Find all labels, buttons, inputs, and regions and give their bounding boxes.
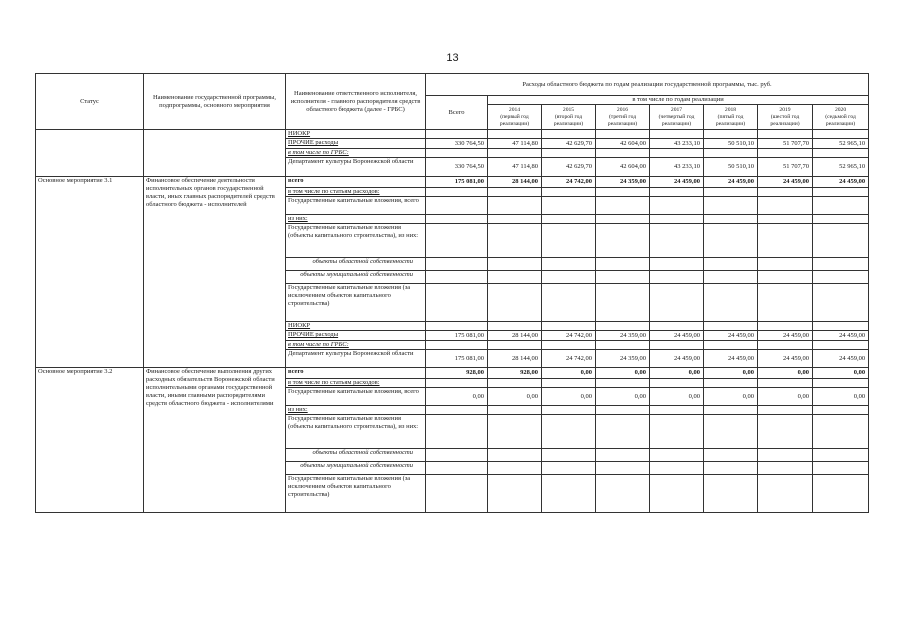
value-2020 xyxy=(813,462,869,475)
value-total xyxy=(426,449,488,462)
value-2018: 24 459,00 xyxy=(704,350,758,368)
value-2020: 52 965,10 xyxy=(813,158,869,177)
value-2018: 50 510,10 xyxy=(704,139,758,149)
value-2019: 24 459,00 xyxy=(758,350,813,368)
value-2020: 52 965,10 xyxy=(813,139,869,149)
table-row xyxy=(36,130,869,139)
row-label: объекты областной собственности xyxy=(286,449,426,462)
section-status: Основное мероприятие 3.1 xyxy=(36,177,144,368)
value-2020 xyxy=(813,224,869,258)
value-total xyxy=(426,415,488,449)
row-label: объекты муниципальной собственности xyxy=(286,271,426,284)
value-2019 xyxy=(758,197,813,215)
value-2015: 24 742,00 xyxy=(542,177,596,188)
value-2015 xyxy=(542,149,596,158)
value-2015 xyxy=(542,224,596,258)
value-2019 xyxy=(758,284,813,322)
value-2020 xyxy=(813,379,869,388)
value-2019: 0,00 xyxy=(758,368,813,379)
value-total: 928,00 xyxy=(426,368,488,379)
value-2017 xyxy=(650,449,704,462)
value-2017: 43 233,10 xyxy=(650,158,704,177)
row-label: ПРОЧИЕ расходы xyxy=(286,331,426,341)
value-2019 xyxy=(758,130,813,139)
header-year-2017 xyxy=(650,105,704,130)
value-2017 xyxy=(650,271,704,284)
value-2019 xyxy=(758,224,813,258)
value-2019: 51 707,70 xyxy=(758,139,813,149)
value-2016 xyxy=(596,284,650,322)
value-2018 xyxy=(704,449,758,462)
value-2014 xyxy=(488,149,542,158)
value-2016 xyxy=(596,258,650,271)
budget-table xyxy=(35,73,869,513)
value-2014 xyxy=(488,322,542,331)
value-2015 xyxy=(542,379,596,388)
value-2017 xyxy=(650,224,704,258)
value-2014 xyxy=(488,215,542,224)
value-2018 xyxy=(704,258,758,271)
value-2016 xyxy=(596,271,650,284)
value-2015 xyxy=(542,475,596,513)
header-year-2020 xyxy=(813,105,869,130)
year-label: 2018 xyxy=(724,106,737,113)
row-label: в том числе по статьям расходов: xyxy=(286,188,426,197)
row-label: НИОКР xyxy=(286,322,426,331)
row-label: всего xyxy=(286,177,426,188)
value-2018 xyxy=(704,406,758,415)
value-2017 xyxy=(650,462,704,475)
year-note: (шестой год реализации) xyxy=(770,113,800,127)
value-total: 175 081,00 xyxy=(426,331,488,341)
value-2018 xyxy=(704,341,758,350)
section-name: Финансовое обеспечение выполнения других расходных обязательств Воронежской области исполнительными органами государственной власти, иными главными распорядителями средств областного бюджета - исполнителями xyxy=(144,368,286,513)
value-2016: 24 359,00 xyxy=(596,350,650,368)
value-2020 xyxy=(813,449,869,462)
value-total: 330 764,50 xyxy=(426,158,488,177)
value-2016 xyxy=(596,379,650,388)
value-2016: 0,00 xyxy=(596,388,650,406)
value-2014: 928,00 xyxy=(488,368,542,379)
value-2018 xyxy=(704,462,758,475)
value-2017: 24 459,00 xyxy=(650,350,704,368)
value-2014 xyxy=(488,475,542,513)
value-2017 xyxy=(650,322,704,331)
year-label: 2019 xyxy=(779,106,791,113)
value-2016 xyxy=(596,197,650,215)
value-2019 xyxy=(758,215,813,224)
value-total: 330 764,50 xyxy=(426,139,488,149)
value-total: 175 081,00 xyxy=(426,350,488,368)
value-2019 xyxy=(758,258,813,271)
header-year-2016 xyxy=(596,105,650,130)
value-2018 xyxy=(704,379,758,388)
value-2019 xyxy=(758,341,813,350)
value-2018 xyxy=(704,284,758,322)
row-label: Государственные капитальные вложения, всего xyxy=(286,197,426,215)
header-expenses-title: Расходы областного бюджета по годам реализации государственной программы, тыс. руб. xyxy=(426,74,869,96)
value-2020 xyxy=(813,322,869,331)
value-2019 xyxy=(758,322,813,331)
header-year-2014 xyxy=(488,105,542,130)
row-label: из них: xyxy=(286,406,426,415)
name-cell-empty xyxy=(144,130,286,177)
value-2018 xyxy=(704,149,758,158)
value-2017: 0,00 xyxy=(650,388,704,406)
value-2020: 24 459,00 xyxy=(813,177,869,188)
value-2019 xyxy=(758,406,813,415)
value-2015: 0,00 xyxy=(542,388,596,406)
value-2016 xyxy=(596,449,650,462)
value-2014 xyxy=(488,224,542,258)
year-label: 2015 xyxy=(562,106,575,113)
value-2018 xyxy=(704,475,758,513)
value-2018 xyxy=(704,271,758,284)
value-2018 xyxy=(704,188,758,197)
value-2018: 0,00 xyxy=(704,368,758,379)
value-2017 xyxy=(650,341,704,350)
value-2015 xyxy=(542,271,596,284)
value-2018: 50 510,10 xyxy=(704,158,758,177)
value-2020 xyxy=(813,215,869,224)
value-2015 xyxy=(542,322,596,331)
value-total: 175 081,00 xyxy=(426,177,488,188)
value-2020 xyxy=(813,406,869,415)
value-2018: 24 459,00 xyxy=(704,331,758,341)
table-row xyxy=(36,177,869,188)
year-note: (пятый год реализации) xyxy=(715,113,746,127)
value-2014: 28 144,00 xyxy=(488,177,542,188)
value-2014: 47 114,80 xyxy=(488,158,542,177)
row-label: всего xyxy=(286,368,426,379)
row-label: объекты областной собственности xyxy=(286,258,426,271)
value-2020 xyxy=(813,130,869,139)
value-2015 xyxy=(542,284,596,322)
header-year-2018 xyxy=(704,105,758,130)
value-2016 xyxy=(596,415,650,449)
row-label: Департамент культуры Воронежской области xyxy=(286,158,426,177)
header-program-name: Наименование государственной программы, подпрограммы, основного мероприятия xyxy=(144,74,286,130)
value-2019 xyxy=(758,462,813,475)
year-note: (второй год реализации) xyxy=(553,113,584,127)
value-2019: 0,00 xyxy=(758,388,813,406)
year-note: (третий год реализации) xyxy=(607,113,638,127)
value-2020 xyxy=(813,284,869,322)
value-2017 xyxy=(650,379,704,388)
row-label: ПРОЧИЕ расходы xyxy=(286,139,426,149)
header-including: в том числе по годам реализации xyxy=(488,96,869,105)
value-total xyxy=(426,284,488,322)
value-2019 xyxy=(758,149,813,158)
section-status: Основное мероприятие 3.2 xyxy=(36,368,144,513)
value-2018: 24 459,00 xyxy=(704,177,758,188)
value-2014 xyxy=(488,341,542,350)
value-2019: 24 459,00 xyxy=(758,331,813,341)
value-total xyxy=(426,322,488,331)
value-2014 xyxy=(488,415,542,449)
value-2016 xyxy=(596,475,650,513)
value-2014 xyxy=(488,449,542,462)
page-number: 13 xyxy=(446,52,459,64)
value-2016 xyxy=(596,462,650,475)
value-total xyxy=(426,215,488,224)
header-year-2019 xyxy=(758,105,813,130)
value-total xyxy=(426,149,488,158)
value-2019: 24 459,00 xyxy=(758,177,813,188)
value-2016 xyxy=(596,322,650,331)
value-2014: 28 144,00 xyxy=(488,350,542,368)
value-2020: 24 459,00 xyxy=(813,350,869,368)
value-2019 xyxy=(758,415,813,449)
value-2014 xyxy=(488,258,542,271)
value-2014 xyxy=(488,130,542,139)
value-2017 xyxy=(650,130,704,139)
value-2016 xyxy=(596,215,650,224)
value-2017 xyxy=(650,284,704,322)
value-2014 xyxy=(488,406,542,415)
value-total xyxy=(426,130,488,139)
value-2014 xyxy=(488,188,542,197)
row-label: Государственные капитальные вложения, всего xyxy=(286,388,426,406)
year-note: (четвертый год реализации) xyxy=(658,113,695,127)
value-2018 xyxy=(704,197,758,215)
year-label: 2020 xyxy=(834,106,847,113)
value-2015 xyxy=(542,341,596,350)
value-2018 xyxy=(704,215,758,224)
value-2016: 0,00 xyxy=(596,368,650,379)
value-2020 xyxy=(813,188,869,197)
value-2020 xyxy=(813,341,869,350)
value-2018 xyxy=(704,322,758,331)
header-total: Всего xyxy=(426,96,488,130)
value-2015: 42 629,70 xyxy=(542,158,596,177)
value-2017: 0,00 xyxy=(650,368,704,379)
value-2016: 24 359,00 xyxy=(596,177,650,188)
value-2014 xyxy=(488,284,542,322)
header-status: Статус xyxy=(36,74,144,130)
value-2014: 47 114,80 xyxy=(488,139,542,149)
value-2015 xyxy=(542,197,596,215)
value-2017: 24 459,00 xyxy=(650,177,704,188)
value-2014: 28 144,00 xyxy=(488,331,542,341)
value-total xyxy=(426,341,488,350)
row-label: в том числе по ГРБС: xyxy=(286,149,426,158)
value-2016: 24 359,00 xyxy=(596,331,650,341)
value-2017 xyxy=(650,188,704,197)
value-total xyxy=(426,258,488,271)
value-total xyxy=(426,197,488,215)
value-2018 xyxy=(704,224,758,258)
value-2015: 24 742,00 xyxy=(542,350,596,368)
row-label: НИОКР xyxy=(286,130,426,139)
value-2018: 0,00 xyxy=(704,388,758,406)
table-row xyxy=(36,368,869,379)
value-2020 xyxy=(813,475,869,513)
value-2020: 24 459,00 xyxy=(813,331,869,341)
year-note: (первый год реализации) xyxy=(499,113,530,127)
value-2018 xyxy=(704,415,758,449)
row-label: из них: xyxy=(286,215,426,224)
value-2019 xyxy=(758,449,813,462)
value-2015 xyxy=(542,130,596,139)
value-total xyxy=(426,188,488,197)
value-2016: 42 604,00 xyxy=(596,158,650,177)
row-label: Департамент культуры Воронежской области xyxy=(286,350,426,368)
value-2019: 51 707,70 xyxy=(758,158,813,177)
row-label: в том числе по ГРБС: xyxy=(286,341,426,350)
value-2016 xyxy=(596,149,650,158)
year-note: (седьмой год реализации) xyxy=(825,113,856,127)
section-name: Финансовое обеспечение деятельности исполнительных органов государственной власти, иных главных распорядителей средств областного бюджета - исполнителей xyxy=(144,177,286,368)
value-2019 xyxy=(758,188,813,197)
value-2014 xyxy=(488,197,542,215)
status-cell-empty xyxy=(36,130,144,177)
value-2017: 43 233,10 xyxy=(650,139,704,149)
value-2017 xyxy=(650,415,704,449)
value-2020: 0,00 xyxy=(813,368,869,379)
value-2019 xyxy=(758,379,813,388)
value-total xyxy=(426,271,488,284)
value-2020 xyxy=(813,149,869,158)
value-2016 xyxy=(596,341,650,350)
value-2014: 0,00 xyxy=(488,388,542,406)
value-2016 xyxy=(596,188,650,197)
value-2017 xyxy=(650,197,704,215)
value-2019 xyxy=(758,475,813,513)
row-label: Государственные капитальные вложения (за исключением объектов капитального строительства) xyxy=(286,284,426,322)
value-2016 xyxy=(596,406,650,415)
value-total xyxy=(426,475,488,513)
row-label: Государственные капитальные вложения (за исключением объектов капитального строительства) xyxy=(286,475,426,513)
value-2014 xyxy=(488,271,542,284)
value-2020 xyxy=(813,271,869,284)
value-2015 xyxy=(542,188,596,197)
value-2017 xyxy=(650,215,704,224)
value-2014 xyxy=(488,462,542,475)
value-2015 xyxy=(542,449,596,462)
year-label: 2016 xyxy=(616,106,629,113)
value-total xyxy=(426,406,488,415)
value-2017 xyxy=(650,149,704,158)
value-2015: 0,00 xyxy=(542,368,596,379)
value-2019 xyxy=(758,271,813,284)
value-2015: 42 629,70 xyxy=(542,139,596,149)
value-total: 0,00 xyxy=(426,388,488,406)
value-total xyxy=(426,462,488,475)
value-2020 xyxy=(813,415,869,449)
value-2015 xyxy=(542,415,596,449)
value-2020: 0,00 xyxy=(813,388,869,406)
header-executor: Наименование ответственного исполнителя, исполнителя - главного распорядителя средств областного бюджета (далее - ГРБС) xyxy=(286,74,426,130)
value-total xyxy=(426,224,488,258)
value-2017 xyxy=(650,258,704,271)
value-2016 xyxy=(596,224,650,258)
value-total xyxy=(426,379,488,388)
value-2020 xyxy=(813,197,869,215)
value-2015 xyxy=(542,215,596,224)
row-label: объекты муниципальной собственности xyxy=(286,462,426,475)
value-2014 xyxy=(488,379,542,388)
year-label: 2014 xyxy=(508,106,521,113)
value-2017 xyxy=(650,475,704,513)
value-2015 xyxy=(542,462,596,475)
value-2020 xyxy=(813,258,869,271)
value-2016: 42 604,00 xyxy=(596,139,650,149)
header-year-2015 xyxy=(542,105,596,130)
year-label: 2017 xyxy=(670,106,683,113)
row-label: в том числе по статьям расходов: xyxy=(286,379,426,388)
value-2016 xyxy=(596,130,650,139)
value-2017: 24 459,00 xyxy=(650,331,704,341)
value-2015 xyxy=(542,258,596,271)
row-label: Государственные капитальные вложения (объекты капитального строительства), из них: xyxy=(286,224,426,258)
value-2017 xyxy=(650,406,704,415)
value-2015: 24 742,00 xyxy=(542,331,596,341)
value-2015 xyxy=(542,406,596,415)
value-2018 xyxy=(704,130,758,139)
row-label: Государственные капитальные вложения (объекты капитального строительства), из них: xyxy=(286,415,426,449)
